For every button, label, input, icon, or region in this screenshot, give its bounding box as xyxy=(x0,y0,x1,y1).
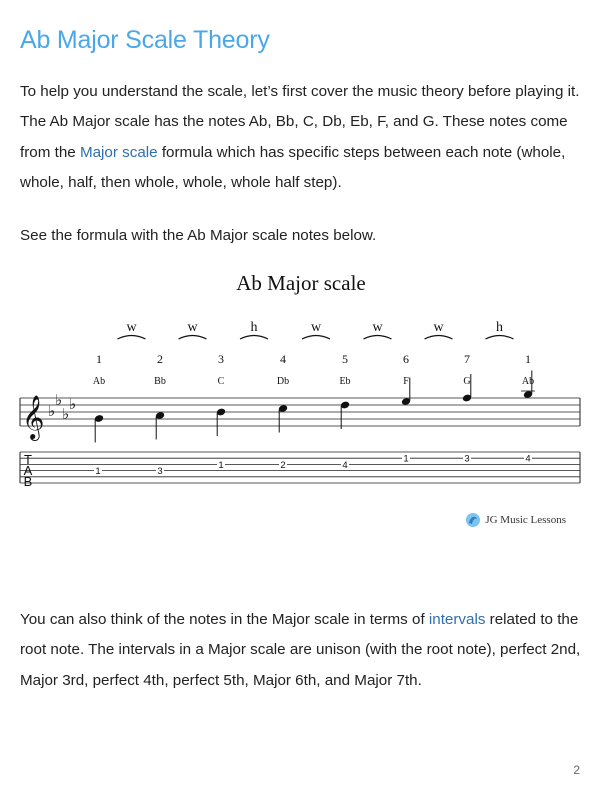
treble-clef-icon: 𝄞 xyxy=(22,395,45,439)
intro-text-start: To help you understand the scale, let’s first cover the music theory before playing it. The Ab Major scale has the notes Ab, Bb, C, Db, Eb, F, and G. These notes come from the xyxy=(20,83,580,161)
note-name: Db xyxy=(276,376,290,387)
step-arc xyxy=(302,336,330,340)
diagram-title: Ab Major scale xyxy=(236,271,366,295)
tab-fret-number: 4 xyxy=(342,459,348,471)
scale-degree: 1 xyxy=(96,352,102,366)
flat-icon: ♭ xyxy=(69,395,77,413)
tab-fret-number: 2 xyxy=(280,459,286,471)
intro-paragraph xyxy=(20,77,586,198)
step-label: w xyxy=(433,320,444,335)
tab-fret-number: 4 xyxy=(525,453,531,465)
scale-notation-svg xyxy=(18,266,584,536)
step-label: h xyxy=(250,320,258,335)
intro-text-end: formula which has specific steps between each note (whole, whole, half, then whole, whole, whole half step). xyxy=(20,143,566,191)
scale-degree: 3 xyxy=(218,352,224,366)
note-name: Ab xyxy=(521,376,535,387)
step-arc xyxy=(364,336,392,340)
step-label: h xyxy=(496,320,503,335)
flat-icon: ♭ xyxy=(48,402,56,420)
tab-fret-number: 3 xyxy=(464,453,470,465)
tab-letter: A xyxy=(23,463,33,478)
intervals-text-start: You can also think of the notes in the Major scale in terms of xyxy=(20,611,429,628)
tab-letter: T xyxy=(24,452,32,467)
flat-icon: ♭ xyxy=(55,391,63,409)
intervals-link[interactable]: intervals xyxy=(428,611,486,628)
brand-name: JG Music Lessons xyxy=(485,514,566,526)
note-name: Ab xyxy=(92,376,106,387)
brand-swirl-icon xyxy=(465,512,481,528)
scale-diagram xyxy=(18,266,584,536)
step-arc xyxy=(240,336,268,340)
step-arc xyxy=(118,336,146,340)
scale-degree: 5 xyxy=(342,352,348,366)
tab-fret-number: 1 xyxy=(218,459,224,471)
scale-degree: 7 xyxy=(464,352,470,366)
note-name: Eb xyxy=(339,376,351,387)
tab-fret-number: 3 xyxy=(157,466,163,478)
step-label: w xyxy=(310,320,322,335)
step-label: w xyxy=(372,320,383,335)
intervals-text-end: related to the root note. The intervals in a Major scale are unison (with the root note), perfect 2nd, Major 3rd, perfect 4th, perfect 5th, Major 6th, and Major 7th. xyxy=(20,611,581,689)
note-name: C xyxy=(217,376,225,387)
brand-logo xyxy=(465,512,566,528)
major-scale-link[interactable]: Major scale xyxy=(79,143,158,161)
step-arc xyxy=(179,336,207,340)
scale-degree: 6 xyxy=(403,352,409,366)
step-label: w xyxy=(126,320,137,335)
note-name: G xyxy=(463,376,471,387)
note-name: Bb xyxy=(154,376,166,387)
flat-icon: ♭ xyxy=(62,405,70,423)
scale-degree: 4 xyxy=(280,352,286,366)
step-label: w xyxy=(187,320,198,335)
step-arc xyxy=(425,336,453,340)
tab-letter: B xyxy=(23,474,33,489)
scale-degree: 2 xyxy=(157,352,163,366)
formula-intro-paragraph: See the formula with the Ab Major scale notes below. xyxy=(20,227,377,244)
step-arc xyxy=(486,336,514,340)
page-title: Ab Major Scale Theory xyxy=(20,26,270,54)
tab-fret-number: 1 xyxy=(403,453,409,465)
scale-degree: 1 xyxy=(525,352,531,366)
tab-fret-number: 1 xyxy=(95,466,101,478)
page-number: 2 xyxy=(573,763,580,777)
intervals-paragraph xyxy=(20,605,586,696)
note-name: F xyxy=(403,376,409,387)
